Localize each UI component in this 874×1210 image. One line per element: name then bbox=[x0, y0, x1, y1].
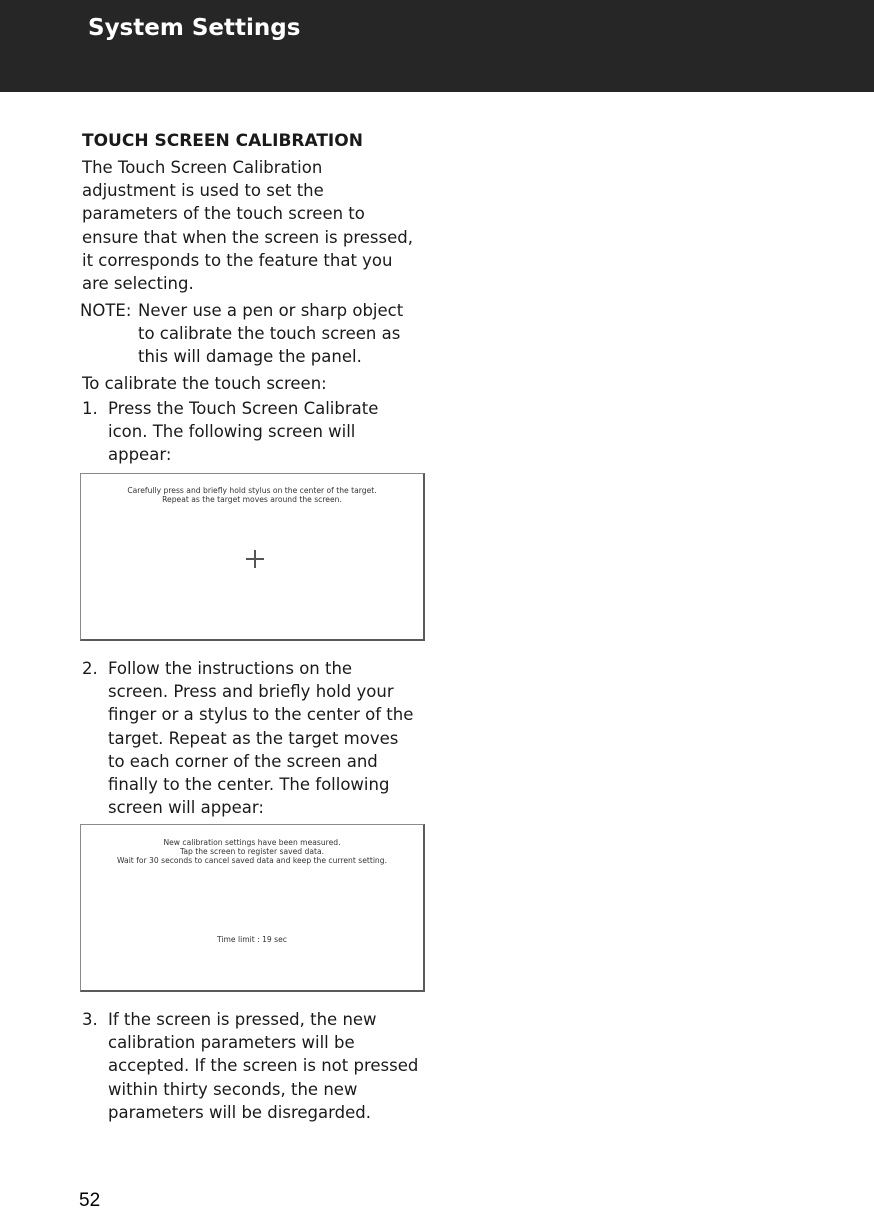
step-2-line: Follow the instructions on the bbox=[108, 659, 353, 678]
intro-line: it corresponds to the feature that you bbox=[82, 250, 393, 270]
intro-line: parameters of the touch screen to bbox=[82, 204, 365, 224]
intro-line: are selecting. bbox=[82, 274, 194, 294]
section-title: TOUCH SCREEN CALIBRATION bbox=[82, 131, 363, 151]
step-2-line: screen. Press and briefly hold your bbox=[108, 682, 394, 702]
note-text bbox=[138, 299, 403, 369]
confirm-instruction-line: Wait for 30 seconds to cancel saved data and keep the current setting. bbox=[117, 856, 387, 865]
note-line: this will damage the panel. bbox=[138, 347, 362, 367]
intro-line: ensure that when the screen is pressed, bbox=[82, 227, 413, 247]
step-3-text bbox=[108, 1008, 418, 1124]
lead-in-text: To calibrate the touch screen: bbox=[82, 374, 327, 393]
note-label: NOTE: bbox=[80, 301, 132, 320]
step-2-text bbox=[108, 657, 413, 819]
step-3-number: 3. bbox=[82, 1010, 98, 1029]
note-line: Never use a pen or sharp object bbox=[138, 301, 404, 320]
step-3-line: parameters will be disregarded. bbox=[108, 1102, 371, 1122]
step-3-line: calibration parameters will be bbox=[108, 1033, 355, 1053]
step-1-line: appear: bbox=[108, 445, 172, 465]
confirm-instructions bbox=[81, 838, 423, 865]
intro-line: adjustment is used to set the bbox=[82, 181, 324, 201]
step-3-line: If the screen is pressed, the new bbox=[108, 1010, 377, 1029]
calibration-confirm-screen bbox=[80, 824, 425, 992]
calibration-instruction-line: Carefully press and briefly hold stylus on the center of the target. bbox=[127, 486, 377, 495]
step-3-line: accepted. If the screen is not pressed bbox=[108, 1056, 419, 1076]
step-1-line: Press the Touch Screen Calibrate bbox=[108, 399, 379, 418]
intro-line: The Touch Screen Calibration bbox=[82, 158, 323, 177]
calibration-instructions bbox=[81, 486, 423, 504]
step-2-line: finger or a stylus to the center of the bbox=[108, 705, 414, 725]
note-line: to calibrate the touch screen as bbox=[138, 324, 401, 344]
step-3-line: within thirty seconds, the new bbox=[108, 1079, 358, 1099]
calibration-target-screen bbox=[80, 473, 425, 641]
calibration-instruction-line: Repeat as the target moves around the screen. bbox=[162, 495, 342, 504]
intro-paragraph bbox=[82, 156, 413, 295]
header-title: System Settings bbox=[88, 15, 301, 41]
step-1-text bbox=[108, 397, 378, 467]
step-2-line: target. Repeat as the target moves bbox=[108, 728, 399, 748]
step-2-number: 2. bbox=[82, 659, 98, 678]
step-1-number: 1. bbox=[82, 399, 98, 418]
target-crosshair-icon bbox=[246, 550, 264, 568]
confirm-instruction-line: Tap the screen to register saved data. bbox=[179, 847, 325, 856]
header-bar bbox=[0, 0, 874, 92]
step-1-line: icon. The following screen will bbox=[108, 422, 356, 442]
step-2-line: to each corner of the screen and bbox=[108, 751, 378, 771]
step-2-line: screen will appear: bbox=[108, 798, 264, 818]
time-limit-label: Time limit : 19 sec bbox=[217, 935, 287, 944]
confirm-instruction-line: New calibration settings have been measured. bbox=[163, 838, 341, 847]
step-2-line: finally to the center. The following bbox=[108, 775, 390, 795]
page-number: 52 bbox=[79, 1190, 101, 1210]
